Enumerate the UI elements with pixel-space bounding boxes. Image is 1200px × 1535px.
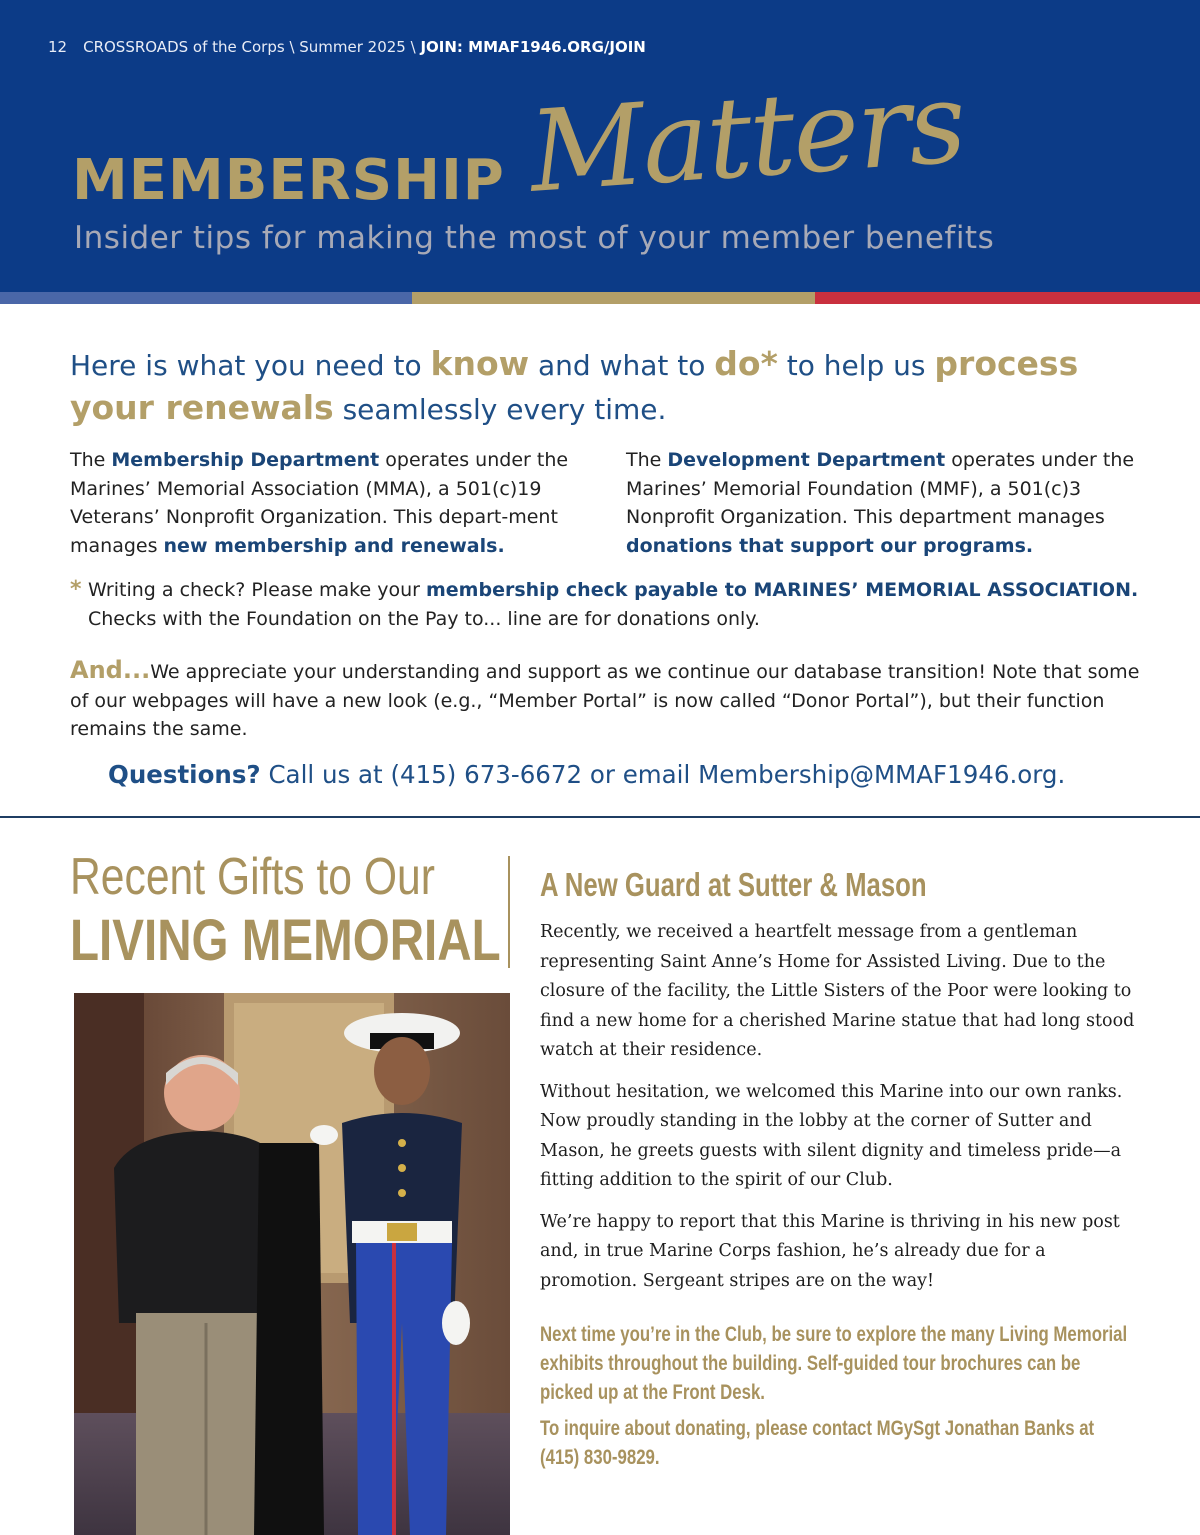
intro-know: know bbox=[430, 344, 530, 383]
matters-script-title: Matters bbox=[525, 57, 969, 218]
title-line-2: LIVING MEMORIAL bbox=[70, 907, 501, 973]
story-body bbox=[540, 918, 1140, 1308]
text: operates under the Marines’ Memorial Foundation (MMF), a 501(c)3 Nonprofit Organization. This department manages bbox=[626, 449, 1135, 528]
title-line-1: Recent Gifts to Our bbox=[70, 848, 435, 906]
stripe-gold bbox=[412, 292, 815, 304]
membership-manages: new membership and renewals. bbox=[163, 534, 505, 557]
intro-text: to help us bbox=[777, 349, 935, 382]
section-divider bbox=[0, 816, 1200, 818]
development-department-label: Development Department bbox=[667, 449, 946, 471]
and-text: We appreciate your understanding and support as we continue our database transition! Note that some of our webpages will have a new look (e.g., “Member Portal” is now called “Donor Portal”), but their function remains the same. bbox=[70, 661, 1140, 740]
marine-statue-photo bbox=[74, 993, 510, 1535]
questions-label: Questions? bbox=[108, 760, 261, 789]
text: operates under the Marines’ Memorial Association (MMA), a 501(c)19 Veterans’ Nonprofit Organization. This depart-ment manages bbox=[70, 449, 569, 557]
check-note bbox=[70, 576, 1160, 633]
story-paragraph-2: Without hesitation, we welcomed this Marine into our own ranks. Now proudly standing in the lobby at the corner of Sutter and Mason, he greets guests with silent dignity and timeless pride—a fitting addition to the spirit of our Club. bbox=[540, 1081, 1123, 1190]
join-link[interactable]: JOIN: MMAF1946.ORG/JOIN bbox=[420, 38, 646, 56]
asterisk: * bbox=[70, 577, 82, 602]
tour-note-text: Next time you’re in the Club, be sure to explore the many Living Memorial exhibits throughout the building. Self-guided tour brochures can be picked up at the Front Desk. bbox=[540, 1323, 1128, 1404]
donate-note bbox=[540, 1414, 1140, 1472]
questions-line bbox=[108, 760, 1065, 789]
contact-info[interactable]: Call us at (415) 673-6672 or email Membership@MMAF1946.org. bbox=[260, 760, 1066, 789]
banner-subtitle: Insider tips for making the most of your member benefits bbox=[74, 220, 995, 256]
and-label: And... bbox=[70, 656, 151, 684]
story-title: A New Guard at Sutter & Mason bbox=[540, 866, 927, 903]
photo-illustration bbox=[74, 993, 510, 1535]
development-department-column bbox=[626, 446, 1146, 560]
text: Checks with the Foundation on the Pay to... line are for donations only. bbox=[88, 607, 760, 630]
donate-note-text: To inquire about donating, please contact MGySgt Jonathan Banks at (415) 830-9829. bbox=[540, 1417, 1095, 1469]
text: Writing a check? Please make your bbox=[88, 579, 426, 601]
text: The bbox=[70, 449, 112, 471]
membership-department-label: Membership Department bbox=[111, 449, 380, 471]
publication-name: CROSSROADS of the Corps \ Summer 2025 \ bbox=[83, 38, 416, 56]
development-manages: donations that support our programs. bbox=[626, 534, 1034, 557]
stripe-red bbox=[815, 292, 1200, 304]
page-number: 12 bbox=[48, 38, 68, 56]
header-banner bbox=[0, 0, 1200, 292]
intro-text: and what to bbox=[529, 349, 715, 382]
intro-heading bbox=[70, 343, 1150, 431]
vertical-divider bbox=[508, 856, 510, 968]
stripe-blue bbox=[0, 292, 412, 304]
story-paragraph-1: Recently, we received a heartfelt message from a gentleman representing Saint Anne’s Home for Assisted Living. Due to the closure of the facility, the Little Sisters of the Poor were looking to find a new home for a cherished Marine statue that had long stood watch at their residence. bbox=[540, 922, 1135, 1060]
running-header bbox=[48, 38, 646, 56]
intro-text: seamlessly every time. bbox=[333, 393, 667, 426]
intro-text: Here is what you need to bbox=[70, 349, 431, 382]
membership-title: MEMBERSHIP bbox=[72, 148, 505, 213]
recent-gifts-title bbox=[70, 848, 595, 974]
story-paragraph-3: We’re happy to report that this Marine is thriving in his new post and, in true Marine Corps fashion, he’s already due for a promotion. Sergeant stripes are on the way! bbox=[540, 1211, 1120, 1291]
and-note bbox=[70, 656, 1150, 744]
payable-to: membership check payable to MARINES’ MEMORIAL ASSOCIATION. bbox=[426, 579, 1139, 601]
membership-department-column bbox=[70, 446, 590, 560]
text: The bbox=[626, 449, 668, 471]
tour-note bbox=[540, 1320, 1140, 1407]
intro-process: process your renewals bbox=[70, 344, 1079, 427]
intro-do: do* bbox=[714, 344, 778, 383]
